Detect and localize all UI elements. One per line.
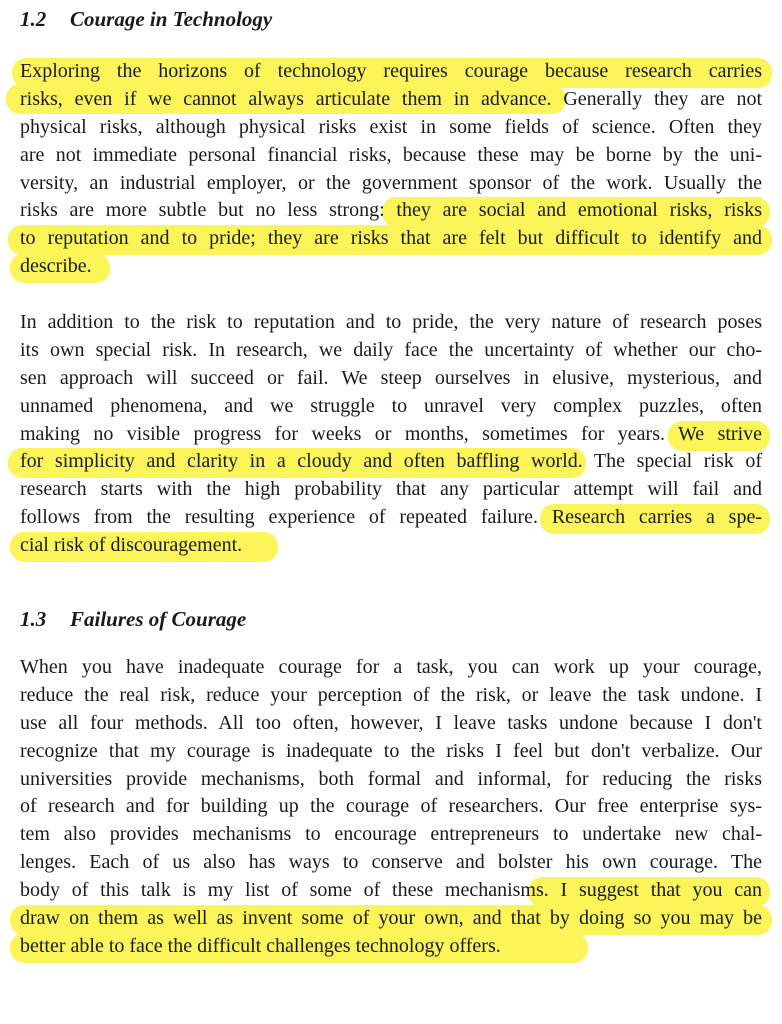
text-line: risks are more subtle but no less strong: they are social and emotional risks, risks [20,197,762,225]
text-line: When you have inadequate courage for a task, you can work up your courage, [20,656,762,678]
text-line: draw on them as well as invent some of your own, and that by doing so you may be [20,905,762,933]
paragraph-courage-in-technology-1 [20,58,762,281]
paragraph-courage-in-technology-2 [20,309,762,560]
text-line: lenges. Each of us also has ways to conserve and bolster his own courage. The [20,851,762,874]
text-line: cial risk of discouragement. [20,532,762,560]
text-line: research starts with the high probability that any particular attempt will fail and [20,478,762,501]
text-line: are not immediate personal financial risks, because these may be borne by the uni- [20,143,762,166]
text-line: physical risks, although physical risks exist in some fields of science. Often they [20,115,762,138]
text-line: In addition to the risk to reputation and to pride, the very nature of research poses [20,311,762,333]
text-line: of research and for building up the courage of researchers. Our free enterprise sys- [20,795,762,818]
text-line: universities provide mechanisms, both formal and informal, for reducing the risks [20,767,762,790]
text-line: use all four methods. All too often, however, I leave tasks undone because I don't [20,711,762,734]
text-line: recognize that my courage is inadequate to the risks I feel but don't verbalize. Our [20,739,762,762]
text-line: body of this talk is my list of some of these mechanisms. I suggest that you can [20,877,762,905]
text-line: making no visible progress for weeks or months, sometimes for years. We strive [20,421,762,449]
text-line: unnamed phenomena, and we struggle to unravel very complex puzzles, often [20,394,762,417]
section-heading-1-2 [20,6,272,32]
text-line: describe. [20,253,762,281]
section-heading-1-3 [20,606,246,632]
paragraph-failures-of-courage [20,654,762,961]
text-line: reduce the real risk, reduce your perception of the risk, or leave the task undone. I [20,683,762,706]
section-title: Failures of Courage [70,607,247,631]
text-line: versity, an industrial employer, or the government sponsor of the work. Usually the [20,171,762,194]
text-line: tem also provides mechanisms to encourage entrepreneurs to undertake new chal- [20,823,762,846]
text-line: its own special risk. In research, we daily face the uncertainty of whether our cho- [20,338,762,361]
text-line: risks, even if we cannot always articulate them in advance. Generally they are not [20,86,762,114]
text-line: Exploring the horizons of technology requires courage because research carries [20,58,762,86]
text-line: follows from the resulting experience of repeated failure. Research carries a spe- [20,504,762,532]
section-number: 1.2 [20,7,47,31]
section-title: Courage in Technology [70,7,273,31]
section-number: 1.3 [20,607,47,631]
text-line: sen approach will succeed or fail. We steep ourselves in elusive, mysterious, and [20,366,762,389]
text-line: to reputation and to pride; they are risks that are felt but difficult to identify and [20,225,762,253]
text-line: for simplicity and clarity in a cloudy and often baffling world. The special risk of [20,448,762,476]
text-line: better able to face the difficult challenges technology offers. [20,933,762,961]
